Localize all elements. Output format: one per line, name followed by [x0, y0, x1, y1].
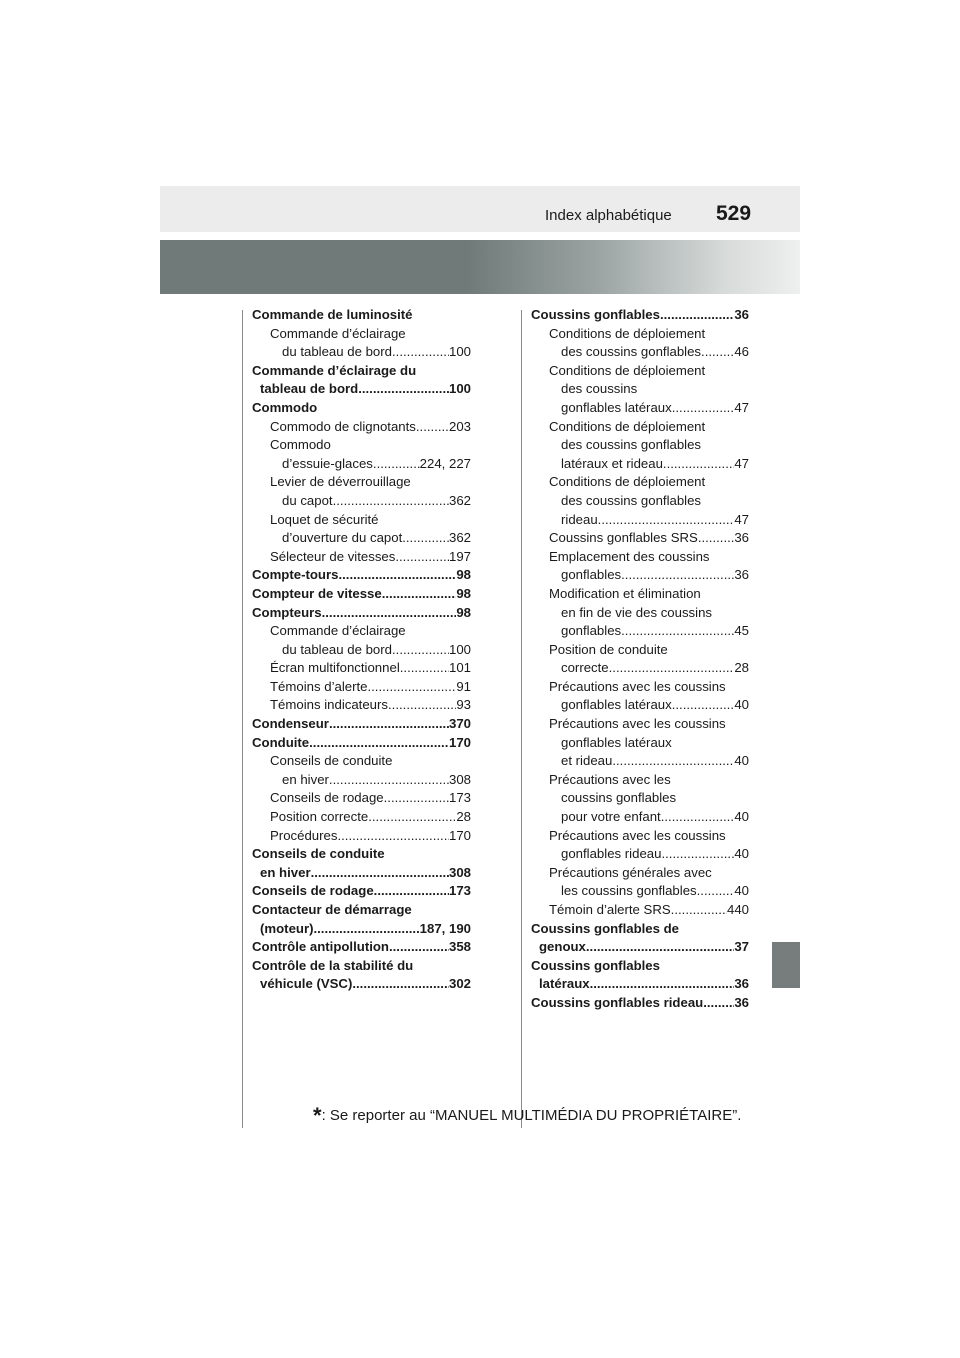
- index-entry: [252, 604, 471, 623]
- index-entry: [252, 920, 471, 939]
- index-entry: [531, 436, 749, 455]
- index-entry-label: Coussins gonflables de: [531, 920, 680, 936]
- index-entry: [531, 920, 749, 939]
- dot-leader: [586, 938, 734, 957]
- index-entry: [252, 380, 471, 399]
- index-entry-label: (moteur): [260, 920, 314, 936]
- dot-leader: [322, 604, 457, 623]
- index-entry: [252, 771, 471, 790]
- dot-leader: [309, 734, 449, 753]
- index-entry-page: 362: [448, 492, 471, 508]
- dot-leader: [598, 511, 735, 530]
- index-entry-page: 47: [734, 455, 749, 471]
- dot-leader: [389, 938, 449, 957]
- index-entry-page: 37: [734, 939, 749, 955]
- dot-leader: [338, 566, 456, 585]
- index-entry-label: d’essuie-glaces: [282, 455, 373, 471]
- dot-leader: [352, 975, 449, 994]
- index-entry: [531, 455, 749, 474]
- dot-leader: [395, 548, 449, 567]
- index-entry-label: Précautions avec les coussins: [549, 678, 726, 694]
- index-entry-label: Conditions de déploiement: [549, 362, 706, 378]
- index-entry-label: gonflables: [561, 623, 622, 639]
- footnote-text: : Se reporter au “MANUEL MULTIMÉDIA DU PROPRIÉTAIRE”.: [321, 1107, 742, 1124]
- index-entry-label: Compteurs: [252, 604, 322, 620]
- index-entry-label: les coussins gonflables: [561, 883, 697, 899]
- index-entry-label: gonflables rideau: [561, 846, 662, 862]
- index-entry-label: et rideau: [561, 753, 613, 769]
- index-entry: [252, 696, 471, 715]
- index-entry-label: correcte: [561, 660, 609, 676]
- index-entry-label: Commande d’éclairage: [270, 623, 406, 639]
- index-entry-label: Loquet de sécurité: [270, 511, 379, 527]
- index-entry: [252, 789, 471, 808]
- index-entry: [531, 343, 749, 362]
- index-entry-label: Précautions avec les: [549, 771, 671, 787]
- index-entry: [252, 399, 471, 418]
- index-entry: [252, 957, 471, 976]
- index-entry-page: 47: [734, 511, 749, 527]
- index-entry: [531, 492, 749, 511]
- index-entry: [252, 901, 471, 920]
- index-entry: [252, 362, 471, 381]
- dot-leader: [661, 845, 734, 864]
- index-entry-label: Écran multifonctionnel: [270, 660, 400, 676]
- index-entry-label: Sélecteur de vitesses: [270, 548, 396, 564]
- index-entry: [531, 957, 749, 976]
- index-entry-label: des coussins gonflables: [561, 437, 702, 453]
- left-margin-rule: [242, 310, 243, 1128]
- index-entry-page: 308: [448, 864, 471, 880]
- index-entry-label: Contrôle de la stabilité du: [252, 957, 414, 973]
- index-entry-page: 101: [448, 660, 471, 676]
- index-entry: [531, 752, 749, 771]
- index-entry: [531, 306, 749, 325]
- dot-leader: [392, 343, 449, 362]
- index-entry-label: gonflables: [561, 567, 622, 583]
- index-entry-label: Précautions générales avec: [549, 864, 712, 880]
- index-entry-label: Commande d’éclairage: [270, 325, 406, 341]
- index-entry-label: Commande de luminosité: [252, 307, 413, 322]
- index-entry-page: 173: [448, 790, 471, 806]
- index-entry-label: en fin de vie des coussins: [561, 604, 713, 620]
- dot-leader: [698, 529, 735, 548]
- index-entry: [531, 975, 749, 994]
- index-entry: [531, 882, 749, 901]
- index-entry-page: 100: [448, 381, 471, 397]
- index-entry-page: 91: [456, 678, 471, 694]
- index-entry: [252, 566, 471, 585]
- index-entry-label: genoux: [539, 939, 586, 955]
- index-entry-label: en hiver: [282, 771, 329, 787]
- index-entry: [252, 678, 471, 697]
- index-entry: [252, 343, 471, 362]
- index-entry-label: Modification et élimination: [549, 585, 701, 601]
- dot-leader: [358, 380, 449, 399]
- index-entry: [252, 492, 471, 511]
- index-entry-page: 36: [734, 567, 749, 583]
- index-entry-label: des coussins gonflables: [561, 492, 702, 508]
- dot-leader: [333, 492, 449, 511]
- index-entry: [252, 641, 471, 660]
- index-entry: [531, 604, 749, 623]
- index-entry-label: Compteur de vitesse: [252, 585, 382, 601]
- index-entry-label: des coussins gonflables: [561, 344, 702, 360]
- index-entry: [252, 455, 471, 474]
- index-entry-label: Coussins gonflables SRS: [549, 530, 698, 546]
- index-entry: [252, 659, 471, 678]
- index-entry-page: 308: [448, 771, 471, 787]
- dot-leader: [612, 752, 734, 771]
- index-entry-label: Compte-tours: [252, 567, 339, 583]
- index-entry-label: Conseils de rodage: [252, 883, 374, 899]
- index-entry: [252, 864, 471, 883]
- index-entry-label: Contacteur de démarrage: [252, 902, 412, 917]
- dot-leader: [660, 306, 734, 325]
- index-entry: [252, 585, 471, 604]
- dot-leader: [384, 789, 449, 808]
- index-entry-label: d’ouverture du capot: [282, 530, 403, 546]
- index-entry: [252, 529, 471, 548]
- dot-leader: [368, 808, 456, 827]
- index-entry-label: des coussins: [561, 381, 638, 397]
- index-entry-label: Précautions avec les coussins: [549, 827, 726, 843]
- footnote: [313, 1103, 741, 1129]
- dot-leader: [671, 901, 727, 920]
- index-entry-label: latéraux: [539, 976, 590, 992]
- index-entry-label: Conditions de déploiement: [549, 418, 706, 434]
- page-number: 529: [716, 202, 752, 225]
- dot-leader: [621, 622, 734, 641]
- dot-leader: [701, 343, 734, 362]
- index-entry: [252, 975, 471, 994]
- index-entry: [531, 678, 749, 697]
- index-entry-label: Conseils de conduite: [270, 753, 393, 769]
- dot-leader: [621, 566, 734, 585]
- header-bar: [160, 186, 800, 232]
- index-entry-label: Coussins gonflables: [531, 307, 660, 322]
- index-entry-page: 46: [734, 344, 749, 360]
- column-divider-rule: [521, 310, 522, 1128]
- index-entry-page: 36: [734, 530, 749, 546]
- dot-leader: [329, 771, 449, 790]
- index-entry-page: 36: [734, 307, 749, 322]
- index-entry-page: 98: [456, 567, 471, 583]
- index-entry: [252, 938, 471, 957]
- index-entry-label: rideau: [561, 511, 598, 527]
- index-entry: [531, 994, 749, 1013]
- index-entry-label: tableau de bord: [260, 381, 359, 397]
- index-entry-label: Conditions de déploiement: [549, 474, 706, 490]
- index-entry: [531, 696, 749, 715]
- index-entry-page: 362: [448, 530, 471, 546]
- index-entry: [252, 548, 471, 567]
- index-entry: [531, 734, 749, 753]
- index-entry-page: 40: [734, 883, 749, 899]
- dot-leader: [388, 696, 456, 715]
- index-entry-page: 40: [734, 846, 749, 862]
- index-entry-label: Commodo de clignotants: [270, 418, 416, 434]
- dot-leader: [703, 994, 734, 1013]
- index-entry: [252, 622, 471, 641]
- index-entry: [531, 789, 749, 808]
- index-entry-page: 28: [456, 809, 471, 825]
- index-entry-label: véhicule (VSC): [260, 976, 353, 992]
- index-entry-label: Commodo: [270, 437, 331, 453]
- index-entry-page: 40: [734, 809, 749, 825]
- index-entry: [531, 325, 749, 344]
- index-entry-page: 302: [448, 976, 471, 992]
- index-entry: [531, 771, 749, 790]
- index-entry-label: Levier de déverrouillage: [270, 474, 411, 490]
- index-entry: [252, 882, 471, 901]
- dot-leader: [416, 418, 449, 437]
- index-entry-label: Conseils de conduite: [252, 846, 385, 862]
- index-entry: [531, 827, 749, 846]
- index-column-right: [531, 306, 749, 1013]
- index-entry: [252, 306, 471, 325]
- index-entry-page: 224, 227: [419, 455, 471, 471]
- index-entry-page: 170: [448, 827, 471, 843]
- index-entry-page: 440: [726, 902, 749, 917]
- index-entry: [252, 715, 471, 734]
- index-entry: [531, 548, 749, 567]
- index-entry: [252, 752, 471, 771]
- dot-leader: [663, 455, 734, 474]
- index-entry-label: gonflables latéraux: [561, 697, 672, 713]
- index-entry-label: Précautions avec les coussins: [549, 716, 726, 732]
- index-entry-label: Position de conduite: [549, 641, 668, 657]
- index-entry: [531, 938, 749, 957]
- dot-leader: [402, 529, 449, 548]
- index-entry-label: Conduite: [252, 734, 310, 750]
- index-entry-label: Commodo: [252, 399, 318, 415]
- dot-leader: [337, 827, 449, 846]
- dot-leader: [311, 864, 449, 883]
- index-entry-label: Position correcte: [270, 809, 369, 825]
- dot-leader: [672, 696, 735, 715]
- index-entry: [252, 845, 471, 864]
- index-entry: [531, 659, 749, 678]
- dot-leader: [373, 455, 420, 474]
- index-entry-label: Emplacement des coussins: [549, 548, 710, 564]
- chapter-side-tab: [772, 942, 800, 988]
- index-entry: [531, 380, 749, 399]
- index-entry: [531, 511, 749, 530]
- section-title: Index alphabétique: [545, 207, 672, 224]
- index-entry-label: gonflables latéraux: [561, 734, 672, 750]
- dot-leader: [609, 659, 735, 678]
- index-entry: [531, 641, 749, 660]
- index-entry: [531, 566, 749, 585]
- index-entry-label: du tableau de bord: [282, 344, 392, 360]
- index-entry: [531, 585, 749, 604]
- index-entry-label: Conseils de rodage: [270, 790, 384, 806]
- index-entry-label: coussins gonflables: [561, 790, 677, 806]
- index-entry-label: Condenseur: [252, 716, 329, 732]
- index-entry-page: 100: [448, 344, 471, 360]
- index-entry-page: 187, 190: [419, 920, 471, 936]
- index-entry: [252, 418, 471, 437]
- index-entry-page: 173: [448, 883, 471, 899]
- index-entry-page: 98: [456, 604, 471, 620]
- index-entry-page: 45: [734, 623, 749, 639]
- index-entry-label: du tableau de bord: [282, 641, 392, 657]
- index-entry-label: Commande d’éclairage du: [252, 362, 417, 378]
- header-gradient-band: [160, 240, 800, 294]
- index-entry-page: 358: [448, 939, 471, 955]
- index-entry-page: 203: [448, 418, 471, 434]
- index-entry-label: Témoins d’alerte: [270, 678, 368, 694]
- dot-leader: [374, 882, 449, 901]
- index-entry-label: Témoins indicateurs: [270, 697, 389, 713]
- index-entry: [252, 436, 471, 455]
- index-entry-page: 98: [456, 585, 471, 601]
- index-entry: [531, 399, 749, 418]
- index-entry-label: gonflables latéraux: [561, 399, 672, 415]
- index-entry-label: pour votre enfant: [561, 809, 661, 825]
- index-entry: [252, 325, 471, 344]
- dot-leader: [400, 659, 449, 678]
- index-entry-page: 170: [448, 734, 471, 750]
- index-entry: [531, 808, 749, 827]
- index-entry-page: 47: [734, 399, 749, 415]
- dot-leader: [329, 715, 449, 734]
- index-entry-label: en hiver: [260, 864, 311, 880]
- index-column-left: [252, 306, 471, 994]
- index-entry-page: 36: [734, 994, 749, 1010]
- index-entry-label: Contrôle antipollution: [252, 939, 389, 955]
- index-entry: [531, 473, 749, 492]
- dot-leader: [672, 399, 735, 418]
- index-entry-label: du capot: [282, 492, 333, 508]
- index-entry-page: 93: [456, 697, 471, 713]
- index-entry: [252, 808, 471, 827]
- index-entry-page: 370: [448, 716, 471, 732]
- dot-leader: [661, 808, 735, 827]
- index-entry-label: Coussins gonflables: [531, 957, 660, 973]
- footnote-marker: *: [313, 1103, 322, 1128]
- index-entry-page: 36: [734, 976, 749, 992]
- index-entry-page: 40: [734, 753, 749, 769]
- index-entry-label: Procédures: [270, 827, 338, 843]
- index-entry: [252, 734, 471, 753]
- index-entry-page: 197: [448, 548, 471, 564]
- dot-leader: [590, 975, 735, 994]
- index-entry: [531, 845, 749, 864]
- index-entry: [531, 864, 749, 883]
- index-entry: [531, 901, 749, 920]
- index-entry-page: 100: [448, 641, 471, 657]
- index-entry: [531, 418, 749, 437]
- index-entry: [252, 473, 471, 492]
- dot-leader: [392, 641, 449, 660]
- index-entry: [531, 529, 749, 548]
- dot-leader: [313, 920, 419, 939]
- index-entry: [531, 362, 749, 381]
- dot-leader: [697, 882, 735, 901]
- index-entry: [531, 715, 749, 734]
- index-entry-label: latéraux et rideau: [561, 455, 663, 471]
- index-entry: [531, 622, 749, 641]
- index-entry: [252, 511, 471, 530]
- index-entry-label: Conditions de déploiement: [549, 325, 706, 341]
- dot-leader: [382, 585, 457, 604]
- index-entry-page: 28: [734, 660, 749, 676]
- dot-leader: [367, 678, 456, 697]
- index-entry: [252, 827, 471, 846]
- index-entry-label: Coussins gonflables rideau: [531, 994, 704, 1010]
- index-entry-page: 40: [734, 697, 749, 713]
- index-entry-label: Témoin d’alerte SRS: [549, 902, 671, 917]
